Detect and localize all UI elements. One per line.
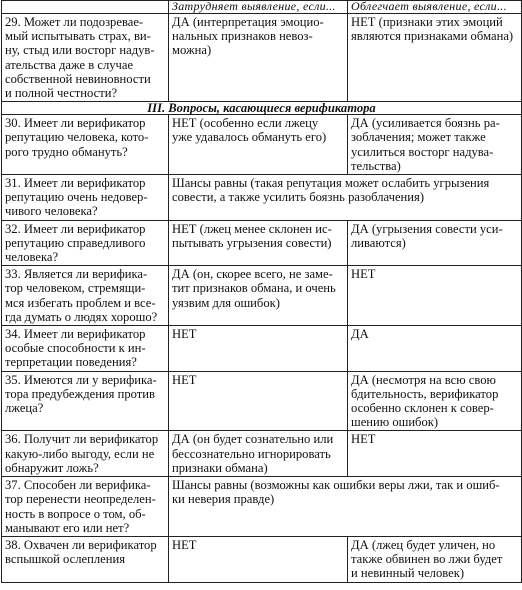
table-row xyxy=(2,431,522,477)
question-cell: 36. Получит ли верификатор какую-либо выгоду, если не обнаружит ложь? xyxy=(2,431,169,477)
table-row xyxy=(2,326,522,372)
question-cell: 32. Имеет ли верификатор репутацию справедливого человека? xyxy=(2,220,169,266)
table-row xyxy=(2,175,522,221)
table-row xyxy=(2,371,522,431)
question-cell: 37. Способен ли верифика- тор перенести неопределен- ность в вопросе о том, об- манывают его или нет? xyxy=(2,477,169,537)
table-row xyxy=(2,14,522,102)
helps-cell: ДА xyxy=(348,326,522,372)
table-header-row xyxy=(2,1,522,14)
header-helps-cell: Облегчает выявление, если... xyxy=(348,1,522,14)
helps-cell: НЕТ xyxy=(348,266,522,326)
lie-detection-questions-table xyxy=(1,0,522,583)
header-question-cell xyxy=(2,1,169,14)
hinders-cell: НЕТ (особенно если лжецу уже удавалось обмануть его) xyxy=(169,115,348,175)
header-hinders-cell: Затрудняет выявление, если... xyxy=(169,1,348,14)
hinders-cell: НЕТ xyxy=(169,536,348,582)
question-cell: 35. Имеются ли у верифика- тора предубеждения против лжеца? xyxy=(2,371,169,431)
hinders-cell: НЕТ xyxy=(169,371,348,431)
helps-cell: ДА (несмотря на всю свою бдительность, верификатор особенно склонен к совер- шению ошибок) xyxy=(348,371,522,431)
equal-chances-cell: Шансы равны (такая репутация может ослабить угрызения совести, а также усилить боязнь разоблачения) xyxy=(169,175,522,221)
table-row xyxy=(2,536,522,582)
question-cell: 31. Имеет ли верификатор репутацию очень недовер- чивого человека? xyxy=(2,175,169,221)
helps-cell: НЕТ (признаки этих эмоций являются признаками обмана) xyxy=(348,14,522,102)
helps-cell: ДА (угрызения совести уси- ливаются) xyxy=(348,220,522,266)
question-cell: 29. Может ли подозревае- мый испытывать страх, ви- ну, стыд или восторг надув- ательства даже в случае собственной невиновности и полной честности? xyxy=(2,14,169,102)
helps-cell: ДА (усиливается боязнь ра- зоблачения; может также усилиться восторг надува- тельства) xyxy=(348,115,522,175)
table-row xyxy=(2,266,522,326)
table-row xyxy=(2,477,522,537)
question-cell: 30. Имеет ли верификатор репутацию человека, кото- рого трудно обмануть? xyxy=(2,115,169,175)
helps-cell: ДА (лжец будет уличен, но также обвинен во лжи будет и невинный человек) xyxy=(348,536,522,582)
hinders-cell: ДА (он будет сознательно или бессознательно игнорировать признаки обмана) xyxy=(169,431,348,477)
hinders-cell: НЕТ (лжец менее склонен ис- пытывать угрызения совести) xyxy=(169,220,348,266)
helps-cell: НЕТ xyxy=(348,431,522,477)
hinders-cell: ДА (интерпретация эмоцио- нальных признаков невоз- можна) xyxy=(169,14,348,102)
table-row xyxy=(2,115,522,175)
equal-chances-cell: Шансы равны (возможны как ошибки веры лжи, так и ошиб- ки неверия правде) xyxy=(169,477,522,537)
question-cell: 33. Является ли верифика- тор человеком, стремящи- мся избегать проблем и все- гда думать о людях хорошо? xyxy=(2,266,169,326)
question-cell: 38. Охвачен ли верификатор вспышкой ослепления xyxy=(2,536,169,582)
hinders-cell: НЕТ xyxy=(169,326,348,372)
table-row xyxy=(2,220,522,266)
question-cell: 34. Имеет ли верификатор особые способности к ин- терпретации поведения? xyxy=(2,326,169,372)
hinders-cell: ДА (он, скорее всего, не замe- тит признаков обмана, и очень уязвим для ошибок) xyxy=(169,266,348,326)
section-heading-row xyxy=(2,102,522,115)
section-title: III. Вопросы, касающиеся верификатора xyxy=(2,102,522,115)
